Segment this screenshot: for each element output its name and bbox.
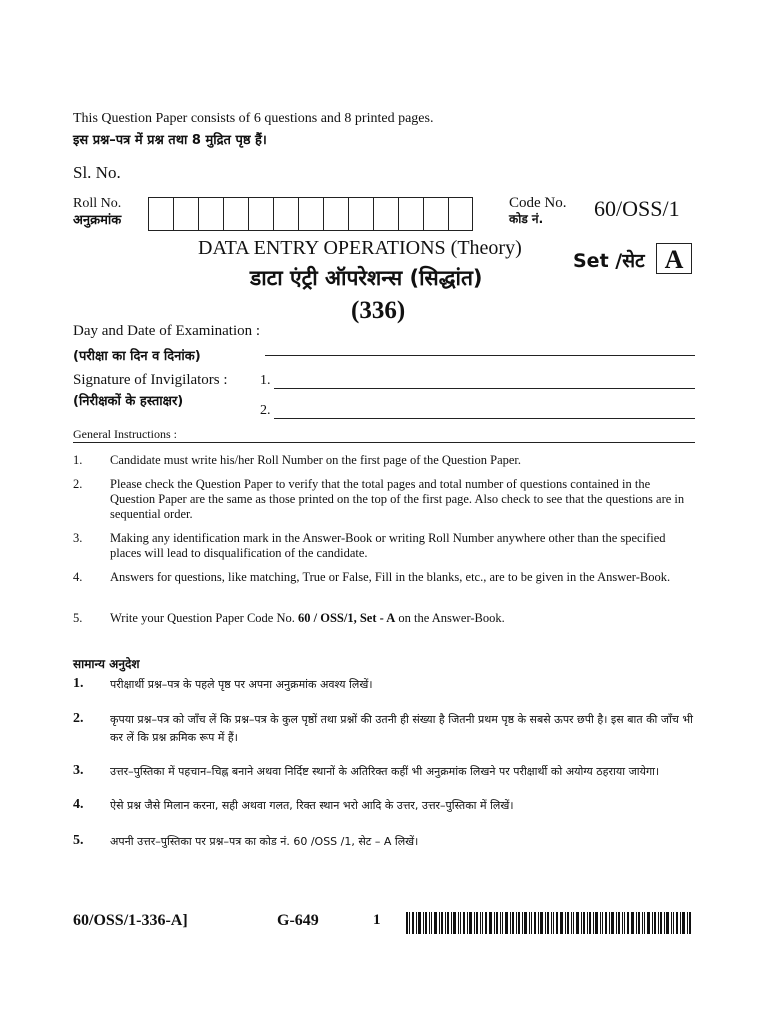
instruction-number: 1. (73, 453, 83, 467)
set-label: Set /सेट (573, 250, 645, 272)
roll-digit-box[interactable] (398, 197, 423, 231)
exam-date-label-hindi: (परीक्षा का दिन व दिनांक) (73, 349, 201, 364)
hindi-instruction-text: ऐसे प्रश्न जैसे मिलान करना, सही अथवा गलत, रिक्त स्थान भरो आदि के उत्तर, उत्तर–पुस्तिका में लिखें। (110, 799, 514, 812)
roll-digit-box[interactable] (173, 197, 198, 231)
roll-digit-box[interactable] (223, 197, 248, 231)
signature-1-field[interactable] (274, 388, 695, 389)
roll-label-hindi: अनुक्रमांक (73, 213, 122, 228)
barcode-icon (406, 912, 691, 934)
hindi-instruction-text: परीक्षार्थी प्रश्न–पत्र के पहले पृष्ठ पर अपना अनुक्रमांक अवश्य लिखें। (110, 678, 373, 691)
subject-title-hindi: डाटा एंट्री ऑपरेशन्स (सिद्धांत) (250, 266, 483, 290)
instruction-code-bold: 60 / OSS/1, Set - A (298, 611, 396, 625)
hindi-instruction-number: 1. (73, 676, 84, 691)
section-divider (73, 442, 695, 443)
paper-info-hindi: इस प्रश्न–पत्र में प्रश्न तथा 8 मुद्रित पृष्ठ हैं। (73, 133, 267, 148)
roll-label-english: Roll No. (73, 196, 122, 211)
invigilator-signature-label: Signature of Invigilators : (73, 372, 228, 388)
instruction-text: Making any identification mark in the Answer-Book or writing Roll Number anywhere other than the specified places will lead to disqualification of the candidate. (110, 531, 666, 560)
code-number-label (509, 195, 567, 227)
footer-series-code: G-649 (277, 912, 319, 929)
subject-title-english: DATA ENTRY OPERATIONS (Theory) (198, 237, 522, 259)
roll-digit-box[interactable] (273, 197, 298, 231)
roll-digit-box[interactable] (373, 197, 398, 231)
roll-digit-box[interactable] (348, 197, 373, 231)
roll-number-boxes (148, 197, 473, 231)
instruction-number: 4. (73, 570, 83, 584)
hindi-instruction-text: अपनी उत्तर–पुस्तिका पर प्रश्न–पत्र का कोड नं. 60 /OSS /1, सेट – A लिखें। (110, 835, 419, 848)
roll-digit-box[interactable] (148, 197, 173, 231)
page-number: 1 (373, 912, 381, 928)
hindi-instruction-text: कृपया प्रश्न–पत्र को जाँच लें कि प्रश्न–पत्र के कुल पृष्ठों तथा प्रश्नों की उतनी ही संख्या है जितनी प्रथम पृष्ठ के सबसे ऊपर छपी है। इस बात की जाँच भी कर लें कि प्रश्न क्रमिक रूप में हैं। (110, 713, 693, 744)
instruction-number: 3. (73, 531, 83, 545)
exam-date-label: Day and Date of Examination : (73, 323, 261, 339)
hindi-instruction-number: 4. (73, 797, 84, 812)
code-label-english: Code No. (509, 195, 567, 211)
code-label-hindi: कोड नं. (509, 212, 544, 226)
instruction-text-pre: Write your Question Paper Code No. (110, 611, 299, 625)
footer-paper-code: 60/OSS/1-336-A] (73, 912, 188, 929)
subject-code: (336) (351, 297, 406, 324)
instruction-text (110, 611, 697, 626)
signature-1-number: 1. (260, 373, 271, 388)
roll-digit-box[interactable] (198, 197, 223, 231)
roll-digit-box[interactable] (298, 197, 323, 231)
code-number-value: 60/OSS/1 (594, 196, 680, 221)
paper-info-english: This Question Paper consists of 6 questions and 8 printed pages. (73, 111, 434, 126)
instruction-text: Answers for questions, like matching, True or False, Fill in the blanks, etc., are to be given in the Answer-Book. (110, 570, 671, 584)
instruction-text: Candidate must write his/her Roll Number on the first page of the Question Paper. (110, 453, 522, 467)
signature-2-number: 2. (260, 403, 271, 418)
instruction-number: 5. (73, 611, 83, 625)
general-instructions-heading: General Instructions : (73, 427, 177, 441)
hindi-instruction-text: उत्तर–पुस्तिका में पहचान–चिह्न बनाने अथवा निर्दिष्ट स्थानों के अतिरिक्त कहीं भी अनुक्रमांक लिखने पर परीक्षार्थी को अयोग्य ठहराया जायेगा। (110, 765, 660, 778)
roll-number-label (73, 195, 121, 229)
hindi-instructions-heading: सामान्य अनुदेश (73, 657, 140, 671)
hindi-instruction-number: 3. (73, 763, 84, 778)
roll-digit-box[interactable] (423, 197, 448, 231)
instruction-number: 2. (73, 477, 83, 491)
roll-digit-box[interactable] (323, 197, 348, 231)
signature-2-field[interactable] (274, 418, 695, 419)
instruction-text-post: on the Answer-Book. (395, 611, 505, 625)
exam-date-field[interactable] (265, 355, 695, 356)
instruction-text: Please check the Question Paper to verify that the total pages and total number of questions contained in the Question Paper are the same as those printed on the top of the first page. Also check to see that the questions are in sequential order. (110, 477, 685, 521)
roll-digit-box[interactable] (448, 197, 473, 231)
set-value-box: A (656, 243, 692, 274)
serial-number-label: Sl. No. (73, 163, 121, 182)
roll-digit-box[interactable] (248, 197, 273, 231)
invigilator-signature-label-hindi: (निरीक्षकों के हस्ताक्षर) (73, 394, 184, 409)
hindi-instruction-number: 5. (73, 833, 84, 848)
hindi-instruction-number: 2. (73, 711, 84, 726)
